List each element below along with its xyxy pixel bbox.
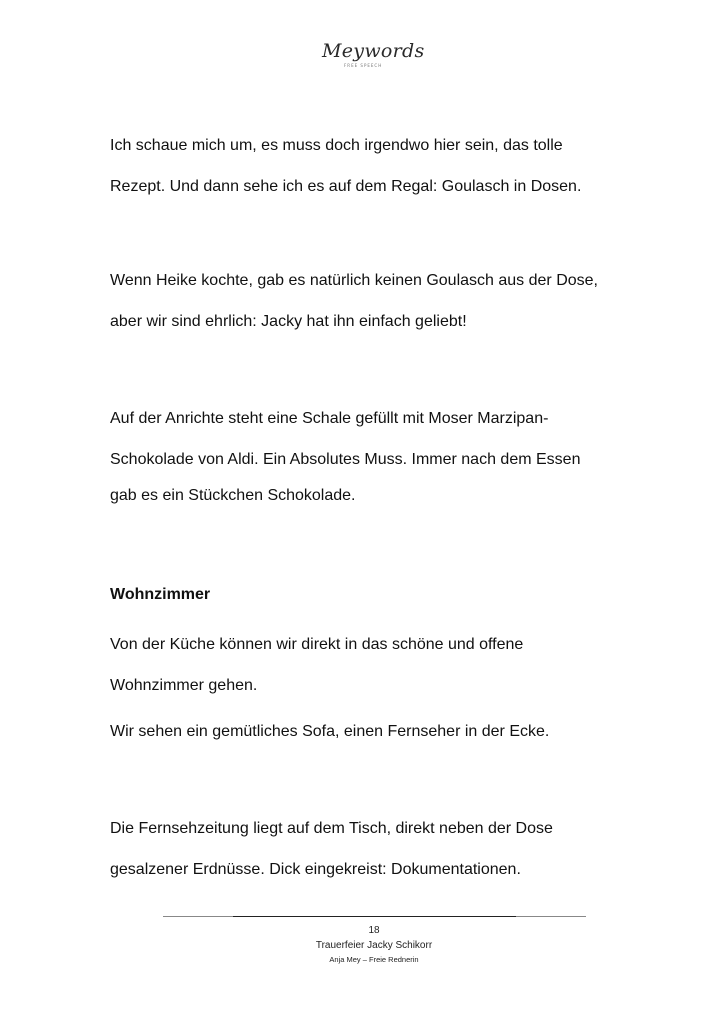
- footer-title: Trauerfeier Jacky Schikorr: [315, 940, 433, 951]
- paragraph-line: gab es ein Stückchen Schokolade.: [110, 487, 356, 504]
- footer-author: Anja Mey – Freie Rednerin: [329, 955, 419, 964]
- paragraph-line: Die Fernsehzeitung liegt auf dem Tisch, direkt neben der Dose: [110, 820, 553, 837]
- paragraph-line: Wohnzimmer gehen.: [110, 677, 258, 694]
- logo-tagline: FREE SPEECH: [344, 63, 383, 68]
- logo-wordmark: Meywords: [322, 40, 425, 62]
- paragraph-line: gesalzener Erdnüsse. Dick eingekreist: Dokumentationen.: [110, 861, 521, 878]
- paragraph-line: Wenn Heike kochte, gab es natürlich keinen Goulasch aus der Dose,: [110, 272, 598, 289]
- paragraph-line: Wir sehen ein gemütliches Sofa, einen Fernseher in der Ecke.: [110, 723, 550, 740]
- paragraph-line: Ich schaue mich um, es muss doch irgendwo hier sein, das tolle: [110, 137, 563, 154]
- brand-logo: [322, 40, 425, 80]
- page-number: 18: [368, 925, 380, 936]
- paragraph-line: aber wir sind ehrlich: Jacky hat ihn einfach geliebt!: [110, 313, 467, 330]
- paragraph-line: Von der Küche können wir direkt in das schöne und offene: [110, 636, 524, 653]
- footer-divider: [233, 916, 516, 917]
- paragraph-line: Rezept. Und dann sehe ich es auf dem Regal: Goulasch in Dosen.: [110, 178, 582, 195]
- section-heading: Wohnzimmer: [110, 586, 211, 603]
- footer-divider: [516, 916, 586, 917]
- paragraph-line: Auf der Anrichte steht eine Schale gefüllt mit Moser Marzipan-: [110, 410, 549, 427]
- paragraph-line: Schokolade von Aldi. Ein Absolutes Muss. Immer nach dem Essen: [110, 451, 581, 468]
- footer-divider: [163, 916, 233, 917]
